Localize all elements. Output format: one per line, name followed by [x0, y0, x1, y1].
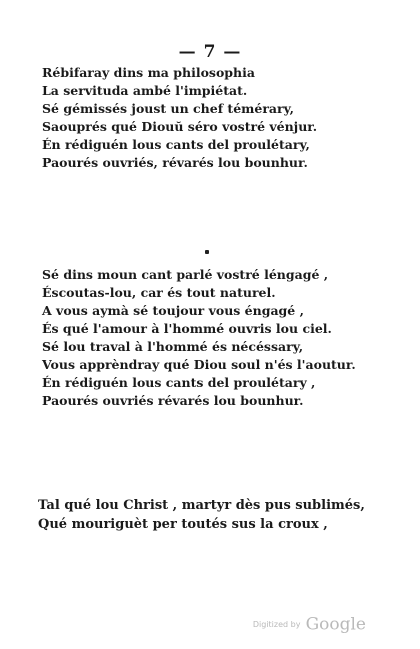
page-number: — 7 — [178, 42, 242, 62]
verse-line: És qué l'amour à l'hommé ouvris lou ciel. [42, 321, 332, 336]
verse-line: Sé lou traval à l'hommé és nécéssary, [42, 339, 304, 354]
verse-line: Én rédiguén lous cants del proulétary, [42, 137, 310, 152]
stanza-3 [38, 496, 365, 534]
verse-line: Saouprés qué Diouŭ séro vostré vénjur. [42, 119, 318, 134]
watermark-prefix: Digitized by [252, 620, 301, 629]
stanza-separator-dot [205, 250, 209, 254]
verse-line: Paourés ouvriés, révarés lou bounhur. [42, 155, 308, 170]
verse-line: Én rédiguén lous cants del proulétary , [42, 375, 316, 390]
verse-line: La servituda ambé l'impiétat. [42, 83, 248, 98]
verse-line: Vous apprèndray qué Diou soul n'és l'aoutur. [42, 357, 356, 372]
verse-line: A vous aymà sé toujour vous éngagé , [42, 303, 304, 318]
verse-line: Éscoutas-lou, car és tout naturel. [42, 285, 276, 300]
digitized-by-google-watermark [253, 614, 366, 635]
verse-line: Qué mouriguèt per toutés sus la croux , [38, 517, 328, 532]
watermark-brand: Google [305, 614, 366, 635]
verse-line: Sé gémissés joust un chef témérary, [42, 101, 295, 116]
verse-line: Paourés ouvriés révarés lou bounhur. [42, 393, 304, 408]
stanza-2 [42, 266, 356, 410]
stanza-1 [42, 64, 317, 172]
verse-line: Sé dins moun cant parlé vostré léngagé , [42, 267, 329, 282]
verse-line: Tal qué lou Christ , martyr dès pus sublimés, [38, 498, 365, 513]
verse-line: Rébifaray dins ma philosophia [42, 65, 255, 80]
